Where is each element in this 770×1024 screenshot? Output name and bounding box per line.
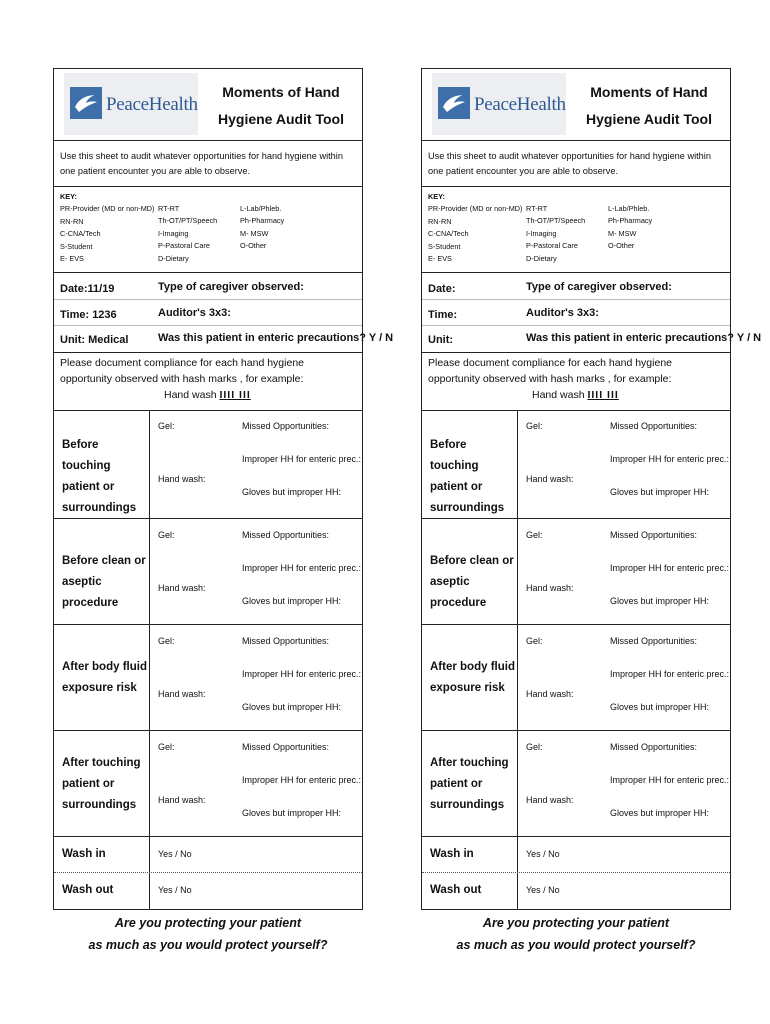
- key-col-1: KEY: PR-Provider (MD or non-MD) RN-RN C-CNA/Tech S-Student E- EVS: [428, 192, 523, 264]
- instructions-section: [422, 353, 730, 411]
- footer-slogan-left: Are you protecting your patient as much as you would protect yourself?: [88, 916, 328, 952]
- brand-name: PeaceHealth: [474, 94, 566, 115]
- info-section: [54, 273, 394, 353]
- moment-after-body-fluid: [422, 625, 730, 731]
- gel-label[interactable]: Gel:: [158, 742, 175, 752]
- moment-label: After touching patient or surroundings: [430, 757, 509, 811]
- instructions-text: Please document compliance for each hand hygiene opportunity observed with hash marks , for example:: [60, 357, 304, 385]
- wash-in-row: [422, 837, 730, 873]
- info-section: [422, 273, 762, 353]
- peacehealth-logo: [64, 73, 198, 135]
- caregiver-type-field[interactable]: Type of caregiver observed:: [526, 281, 672, 293]
- tally-marks: IIII III: [587, 389, 619, 401]
- wash-in-row: [54, 837, 362, 873]
- gel-label[interactable]: Gel:: [526, 636, 543, 646]
- improper-label[interactable]: Improper HH for enteric prec.:: [242, 669, 362, 679]
- wash-out-yes-no[interactable]: Yes / No: [526, 885, 560, 895]
- improper-label[interactable]: Improper HH for enteric prec.:: [610, 775, 730, 785]
- gel-label[interactable]: Gel:: [526, 742, 543, 752]
- missed-label[interactable]: Missed Opportunities:: [242, 636, 330, 646]
- key-section: [54, 187, 362, 273]
- moment-before-touching: [422, 411, 730, 519]
- brand-name: PeaceHealth: [106, 94, 198, 115]
- date-field[interactable]: Date:11/19: [60, 283, 115, 295]
- missed-label[interactable]: Missed Opportunities:: [610, 742, 698, 752]
- hand-wash-label[interactable]: Hand wash:: [526, 474, 574, 484]
- gloves-label[interactable]: Gloves but improper HH:: [242, 702, 342, 712]
- moment-label: Before touching patient or surroundings: [62, 439, 137, 514]
- wash-in-label: Wash in: [430, 848, 474, 860]
- hand-wash-label[interactable]: Hand wash:: [158, 583, 206, 593]
- auditor-field[interactable]: Auditor's 3x3:: [158, 307, 231, 319]
- missed-label[interactable]: Missed Opportunities:: [610, 530, 698, 540]
- gloves-label[interactable]: Gloves but improper HH:: [610, 702, 710, 712]
- wash-out-yes-no[interactable]: Yes / No: [158, 885, 192, 895]
- audit-card-left: [53, 68, 394, 910]
- hand-wash-label[interactable]: Hand wash:: [158, 795, 206, 805]
- wash-out-row: [54, 873, 362, 909]
- auditor-field[interactable]: Auditor's 3x3:: [526, 307, 599, 319]
- missed-label[interactable]: Missed Opportunities:: [242, 421, 330, 431]
- hand-wash-label[interactable]: Hand wash:: [526, 583, 574, 593]
- moment-before-touching: [54, 411, 362, 519]
- audit-card-right: [421, 68, 762, 910]
- key-col-2: RT-RT Th-OT/PT/Speech I-Imaging P-Pastoral Care D-Dietary: [526, 204, 586, 263]
- time-field[interactable]: Time: 1236: [60, 309, 117, 321]
- improper-label[interactable]: Improper HH for enteric prec.:: [610, 454, 730, 464]
- intro-section: [422, 141, 730, 187]
- moment-label: Before touching patient or surroundings: [430, 439, 505, 514]
- missed-label[interactable]: Missed Opportunities:: [242, 742, 330, 752]
- gel-label[interactable]: Gel:: [526, 530, 543, 540]
- page-title: Moments of Hand Hygiene Audit Tool: [586, 84, 712, 127]
- moment-after-touching: [422, 731, 730, 837]
- key-col-1: KEY: PR-Provider (MD or non-MD) RN-RN C-CNA/Tech S-Student E- EVS: [60, 192, 155, 264]
- moment-label: After body fluid exposure risk: [430, 661, 515, 694]
- missed-label[interactable]: Missed Opportunities:: [610, 421, 698, 431]
- gloves-label[interactable]: Gloves but improper HH:: [610, 808, 710, 818]
- moment-before-clean: [422, 519, 730, 625]
- key-col-2: RT-RT Th-OT/PT/Speech I-Imaging P-Pastoral Care D-Dietary: [158, 204, 218, 263]
- moment-before-clean: [54, 519, 362, 625]
- instructions-text: Please document compliance for each hand hygiene opportunity observed with hash marks , for example:: [428, 357, 672, 385]
- key-section: [422, 187, 730, 273]
- wash-in-yes-no[interactable]: Yes / No: [526, 849, 560, 859]
- intro-text: Use this sheet to audit whatever opportunities for hand hygiene within one patient encounter you are able to observe.: [428, 151, 711, 176]
- footer-slogan-right: Are you protecting your patient as much as you would protect yourself?: [456, 916, 696, 952]
- wash-in-label: Wash in: [62, 848, 106, 860]
- wash-out-row: [422, 873, 730, 909]
- instructions-section: [54, 353, 362, 411]
- gloves-label[interactable]: Gloves but improper HH:: [610, 487, 710, 497]
- missed-label[interactable]: Missed Opportunities:: [242, 530, 330, 540]
- moment-after-touching: [54, 731, 362, 837]
- tally-example: Hand wash IIII III: [164, 389, 251, 401]
- enteric-question[interactable]: Was this patient in enteric precautions? Y / N: [158, 332, 394, 344]
- caregiver-type-field[interactable]: Type of caregiver observed:: [158, 281, 304, 293]
- wash-out-label: Wash out: [430, 884, 482, 896]
- page-title: Moments of Hand Hygiene Audit Tool: [218, 84, 344, 127]
- enteric-question[interactable]: Was this patient in enteric precautions? Y / N: [526, 332, 762, 344]
- improper-label[interactable]: Improper HH for enteric prec.:: [242, 563, 362, 573]
- improper-label[interactable]: Improper HH for enteric prec.:: [242, 454, 362, 464]
- gloves-label[interactable]: Gloves but improper HH:: [242, 808, 342, 818]
- key-col-3: L-Lab/Phleb. Ph-Pharmacy M- MSW O-Other: [240, 204, 285, 251]
- unit-field[interactable]: Unit:: [428, 334, 454, 346]
- moment-label: Before clean or aseptic procedure: [62, 555, 146, 609]
- wash-out-label: Wash out: [62, 884, 114, 896]
- dove-icon: [438, 87, 470, 119]
- tally-marks: IIII III: [219, 389, 251, 401]
- gloves-label[interactable]: Gloves but improper HH:: [610, 596, 710, 606]
- gloves-label[interactable]: Gloves but improper HH:: [242, 596, 342, 606]
- gel-label[interactable]: Gel:: [158, 421, 175, 431]
- improper-label[interactable]: Improper HH for enteric prec.:: [242, 775, 362, 785]
- improper-label[interactable]: Improper HH for enteric prec.:: [610, 669, 730, 679]
- unit-field[interactable]: Unit: Medical: [60, 334, 129, 346]
- date-field[interactable]: Date:: [428, 283, 456, 295]
- moment-label: After touching patient or surroundings: [62, 757, 141, 811]
- intro-section: [54, 141, 362, 187]
- moment-label: After body fluid exposure risk: [62, 661, 147, 694]
- hand-wash-label[interactable]: Hand wash:: [158, 689, 206, 699]
- intro-text: Use this sheet to audit whatever opportunities for hand hygiene within one patient encounter you are able to observe.: [60, 151, 343, 176]
- gel-label[interactable]: Gel:: [526, 421, 543, 431]
- card-header: [54, 69, 362, 141]
- time-field[interactable]: Time:: [428, 309, 458, 321]
- gloves-label[interactable]: Gloves but improper HH:: [242, 487, 342, 497]
- card-header: [422, 69, 730, 141]
- hand-wash-label[interactable]: Hand wash:: [526, 689, 574, 699]
- hand-wash-label[interactable]: Hand wash:: [526, 795, 574, 805]
- hand-wash-label[interactable]: Hand wash:: [158, 474, 206, 484]
- moment-label: Before clean or aseptic procedure: [430, 555, 514, 609]
- key-col-3: L-Lab/Phleb. Ph-Pharmacy M- MSW O-Other: [608, 204, 653, 251]
- missed-label[interactable]: Missed Opportunities:: [610, 636, 698, 646]
- peacehealth-logo: [432, 73, 566, 135]
- gel-label[interactable]: Gel:: [158, 636, 175, 646]
- wash-in-yes-no[interactable]: Yes / No: [158, 849, 192, 859]
- gel-label[interactable]: Gel:: [158, 530, 175, 540]
- moment-after-body-fluid: [54, 625, 362, 731]
- improper-label[interactable]: Improper HH for enteric prec.:: [610, 563, 730, 573]
- dove-icon: [70, 87, 102, 119]
- tally-example: Hand wash IIII III: [532, 389, 619, 401]
